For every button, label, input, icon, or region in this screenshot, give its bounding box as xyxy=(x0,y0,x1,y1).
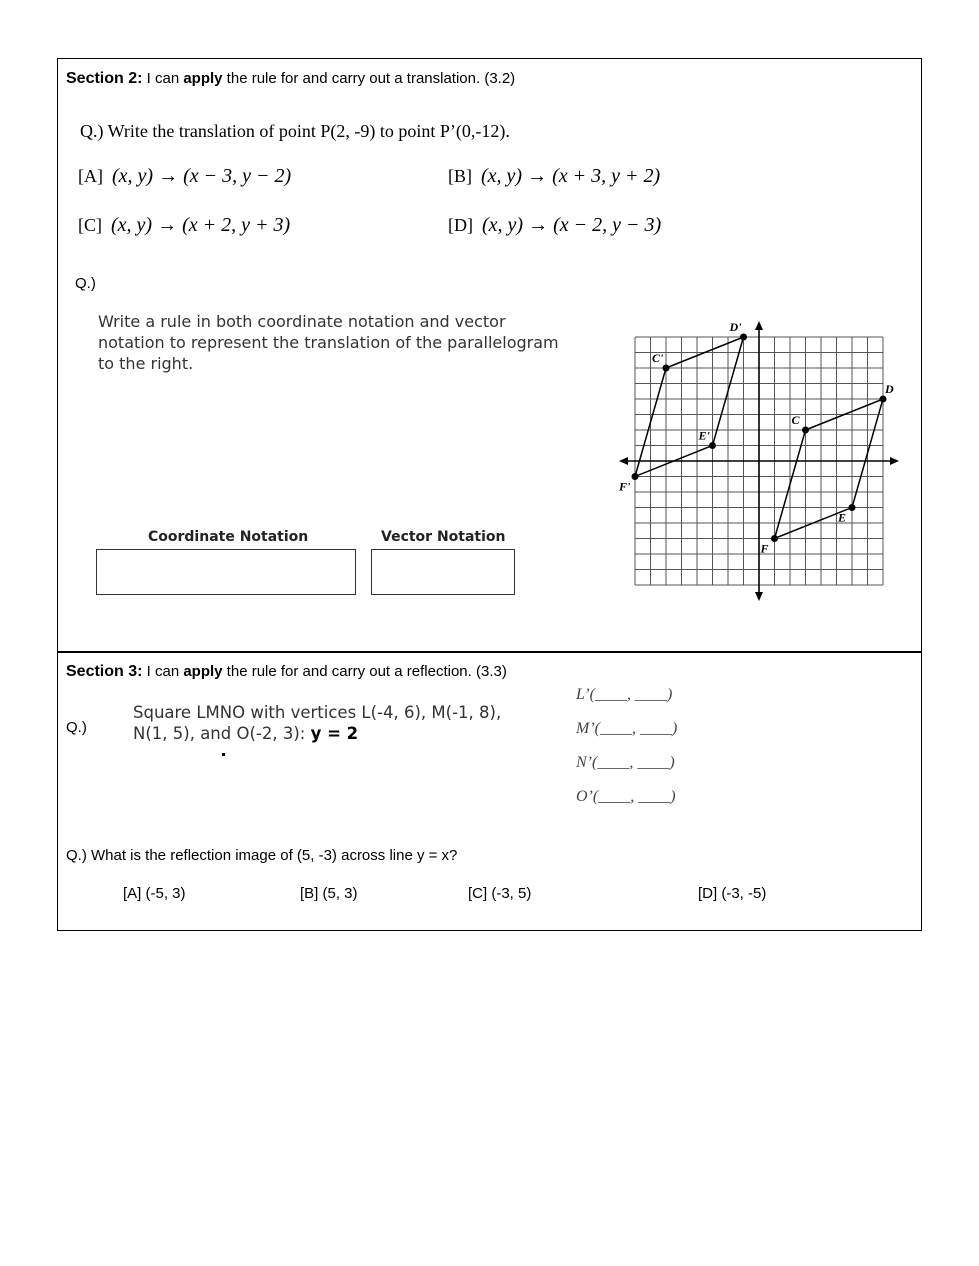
vector-notation-label: Vector Notation xyxy=(381,529,506,545)
answer-o[interactable]: O’(____, ____) xyxy=(576,788,676,805)
s3-q1-prefix: Q.) xyxy=(66,719,87,736)
point-label: C' xyxy=(652,351,664,365)
x-axis-right-arrow xyxy=(890,457,899,465)
y-axis-up-arrow xyxy=(755,321,763,330)
s3-option-c[interactable]: [C] (-3, 5) xyxy=(468,885,532,902)
q2-text: Write a rule in both coordinate notation and vector notation to represent the translation of the parallelogram to the right. xyxy=(98,312,559,373)
q2-prefix: Q.) xyxy=(75,275,96,292)
point-label: F xyxy=(760,541,769,556)
option-c[interactable]: [C] (x, y) → (x + 2, y + 3) xyxy=(78,214,291,236)
point-D' xyxy=(740,334,747,341)
vector-notation-input[interactable] xyxy=(371,549,515,595)
coordinate-notation-input[interactable] xyxy=(96,549,356,595)
section-2-heading: Section 2: I can apply the rule for and carry out a translation. (3.2) xyxy=(66,70,516,87)
s3-q1-text: Square LMNO with vertices L(-4, 6), M(-1, 8), N(1, 5), and O(-2, 3): y = 2 xyxy=(133,703,502,743)
answer-n[interactable]: N’(____, ____) xyxy=(576,754,675,771)
s3-option-d[interactable]: [D] (-3, -5) xyxy=(698,885,767,902)
point-E' xyxy=(709,442,716,449)
point-label: D' xyxy=(729,320,742,334)
section-3-heading: Section 3: I can apply the rule for and carry out a reflection. (3.3) xyxy=(66,663,507,680)
x-axis-left-arrow xyxy=(619,457,628,465)
dot-mark xyxy=(222,753,225,756)
coordinate-notation-label: Coordinate Notation xyxy=(148,529,309,545)
coordinate-graph xyxy=(610,310,910,610)
q1-prompt: Q.) Write the translation of point P(2, -9) to point P’(0,-12). xyxy=(80,121,510,141)
point-E xyxy=(849,504,856,511)
s3-option-b[interactable]: [B] (5, 3) xyxy=(300,885,358,902)
option-a[interactable]: [A] (x, y) → (x − 3, y − 2) xyxy=(78,165,292,187)
y-axis-down-arrow xyxy=(755,592,763,601)
point-C' xyxy=(663,365,670,372)
point-D xyxy=(880,396,887,403)
point-F' xyxy=(632,473,639,480)
point-F xyxy=(771,535,778,542)
s3-q2-prompt: Q.) What is the reflection image of (5, -3) across line y = x? xyxy=(66,847,458,864)
answer-l[interactable]: L’(____, ____) xyxy=(576,686,673,703)
point-label: E' xyxy=(698,428,710,443)
point-label: E xyxy=(838,510,847,525)
point-C xyxy=(802,427,809,434)
option-b[interactable]: [B] (x, y) → (x + 3, y + 2) xyxy=(448,165,661,187)
answer-m[interactable]: M’(____, ____) xyxy=(576,720,678,737)
point-label: D xyxy=(885,382,894,396)
s3-option-a[interactable]: [A] (-5, 3) xyxy=(123,885,186,902)
point-label: C xyxy=(791,413,800,427)
option-d[interactable]: [D] (x, y) → (x − 2, y − 3) xyxy=(448,214,662,236)
point-label: F' xyxy=(619,479,631,494)
